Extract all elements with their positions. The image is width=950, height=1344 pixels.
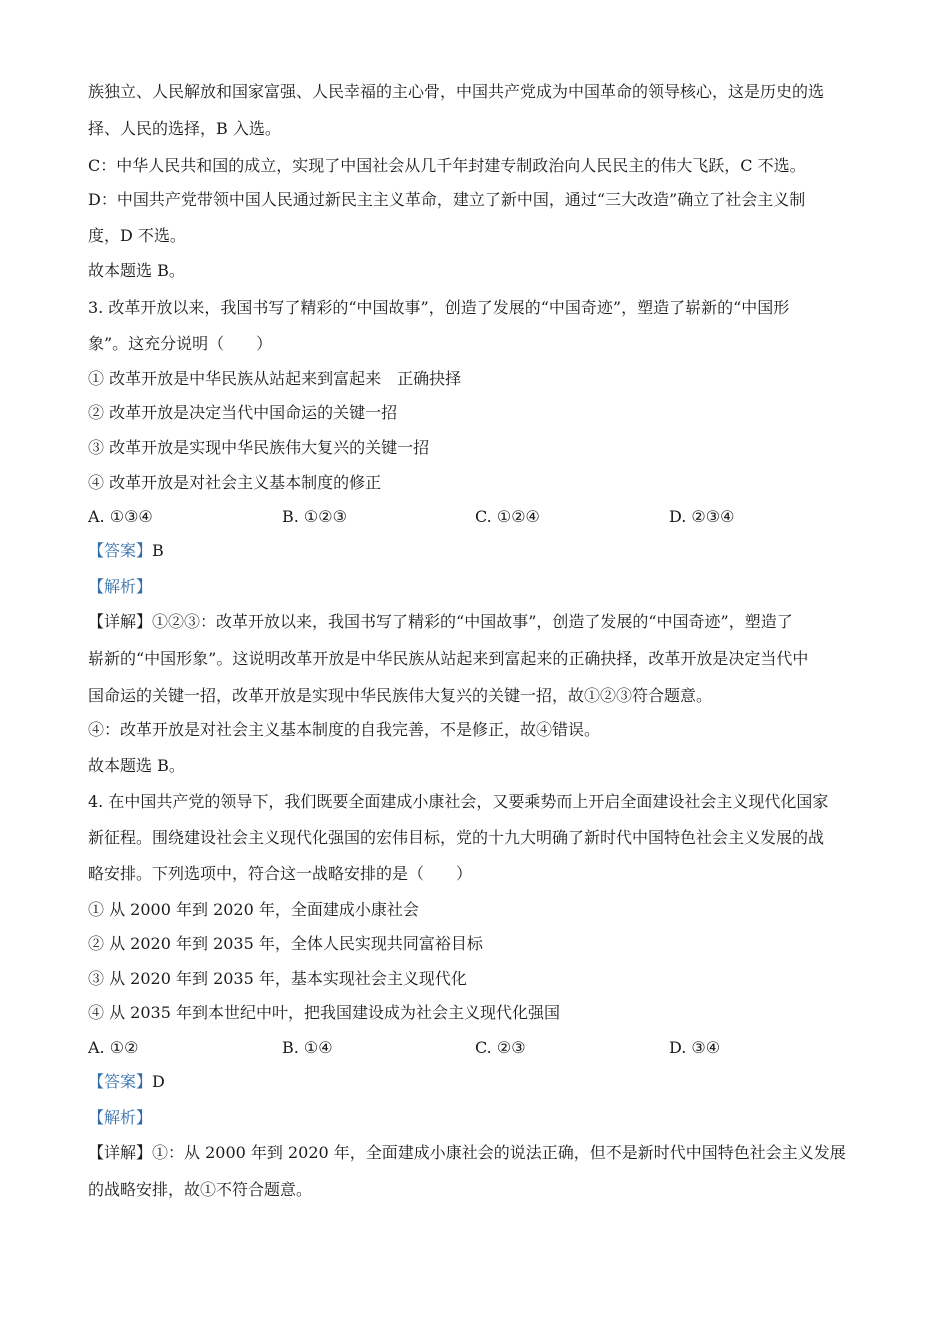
option-a: A. ①② xyxy=(88,1038,139,1057)
question-3-statement: ③ 改革开放是实现中华民族伟大复兴的关键一招 xyxy=(88,438,430,457)
option-c: C. ①②④ xyxy=(475,507,540,526)
analysis-tag: 【解析】 xyxy=(88,1108,153,1127)
question-3-statement: ④ 改革开放是对社会主义基本制度的修正 xyxy=(88,473,382,492)
detail-text: ①：从 2000 年到 2020 年，全面建成小康社会的说法正确，但不是新时代中国特色社会主义发展 xyxy=(152,1143,846,1162)
option-d: D. ②③④ xyxy=(669,507,735,526)
question-3-detail: ④：改革开放是对社会主义基本制度的自我完善，不是修正，故④错误。 xyxy=(88,720,601,739)
analysis-tag: 【解析】 xyxy=(88,577,153,596)
question-3-detail: 国命运的关键一招，改革开放是实现中华民族伟大复兴的关键一招，故①②③符合题意。 xyxy=(88,686,713,705)
option-b: B. ①②③ xyxy=(282,507,347,526)
answer-tag: 【答案】 xyxy=(88,1072,153,1091)
conclusion-line: 故本题选 B。 xyxy=(88,756,185,775)
question-4-statement: ③ 从 2020 年到 2035 年，基本实现社会主义现代化 xyxy=(88,969,467,988)
question-3-detail xyxy=(88,612,868,632)
question-3-detail: 崭新的“中国形象”。这说明改革开放是中华民族从站起来到富起来的正确抉择，改革开放是决定当代中 xyxy=(88,649,809,668)
question-4-statement: ② 从 2020 年到 2035 年，全体人民实现共同富裕目标 xyxy=(88,934,483,953)
option-d: D. ③④ xyxy=(669,1038,721,1057)
text-line: 族独立、人民解放和国家富强、人民幸福的主心骨，中国共产党成为中国革命的领导核心，这是历史的选 xyxy=(88,82,825,101)
question-4-stem: 4. 在中国共产党的领导下，我们既要全面建成小康社会，又要乘势而上开启全面建设社会主义现代化国家 xyxy=(88,792,829,811)
question-4-detail xyxy=(88,1143,868,1163)
option-c: C. ②③ xyxy=(475,1038,526,1057)
question-3-statement: ① 改革开放是中华民族从站起来到富起来 正确抉择 xyxy=(88,369,462,388)
text-line: D：中国共产党带领中国人民通过新民主主义革命，建立了新中国，通过“三大改造”确立了社会主义制 xyxy=(88,190,806,209)
answer-value: D xyxy=(152,1072,165,1091)
question-3-stem: 象”。这充分说明（ ） xyxy=(88,334,273,353)
question-3-answer xyxy=(88,541,868,561)
question-4-stem: 新征程。围绕建设社会主义现代化强国的宏伟目标，党的十九大明确了新时代中国特色社会主义发展的战 xyxy=(88,828,825,847)
question-4-answer xyxy=(88,1072,868,1092)
conclusion-line: 故本题选 B。 xyxy=(88,261,185,280)
option-b: B. ①④ xyxy=(282,1038,333,1057)
answer-value: B xyxy=(152,541,164,560)
option-a: A. ①③④ xyxy=(88,507,153,526)
question-4-detail: 的战略安排，故①不符合题意。 xyxy=(88,1180,313,1199)
detail-tag: 【详解】 xyxy=(88,1143,153,1162)
question-4-statement: ④ 从 2035 年到本世纪中叶，把我国建设成为社会主义现代化强国 xyxy=(88,1003,560,1022)
text-line: 择、人民的选择，B 入选。 xyxy=(88,119,281,138)
detail-text: ①②③：改革开放以来，我国书写了精彩的“中国故事”，创造了发展的“中国奇迹”，塑造了 xyxy=(152,612,793,631)
answer-tag: 【答案】 xyxy=(88,541,153,560)
text-line: 度，D 不选。 xyxy=(88,226,186,245)
text-line: C：中华人民共和国的成立，实现了中国社会从几千年封建专制政治向人民民主的伟大飞跃，C 不选。 xyxy=(88,156,806,175)
detail-tag: 【详解】 xyxy=(88,612,153,631)
question-3-stem: 3. 改革开放以来，我国书写了精彩的“中国故事”，创造了发展的“中国奇迹”，塑造了崭新的“中国形 xyxy=(88,298,790,317)
question-3-statement: ② 改革开放是决定当代中国命运的关键一招 xyxy=(88,403,398,422)
question-4-stem: 略安排。下列选项中，符合这一战略安排的是（ ） xyxy=(88,864,473,883)
question-4-statement: ① 从 2000 年到 2020 年，全面建成小康社会 xyxy=(88,900,419,919)
